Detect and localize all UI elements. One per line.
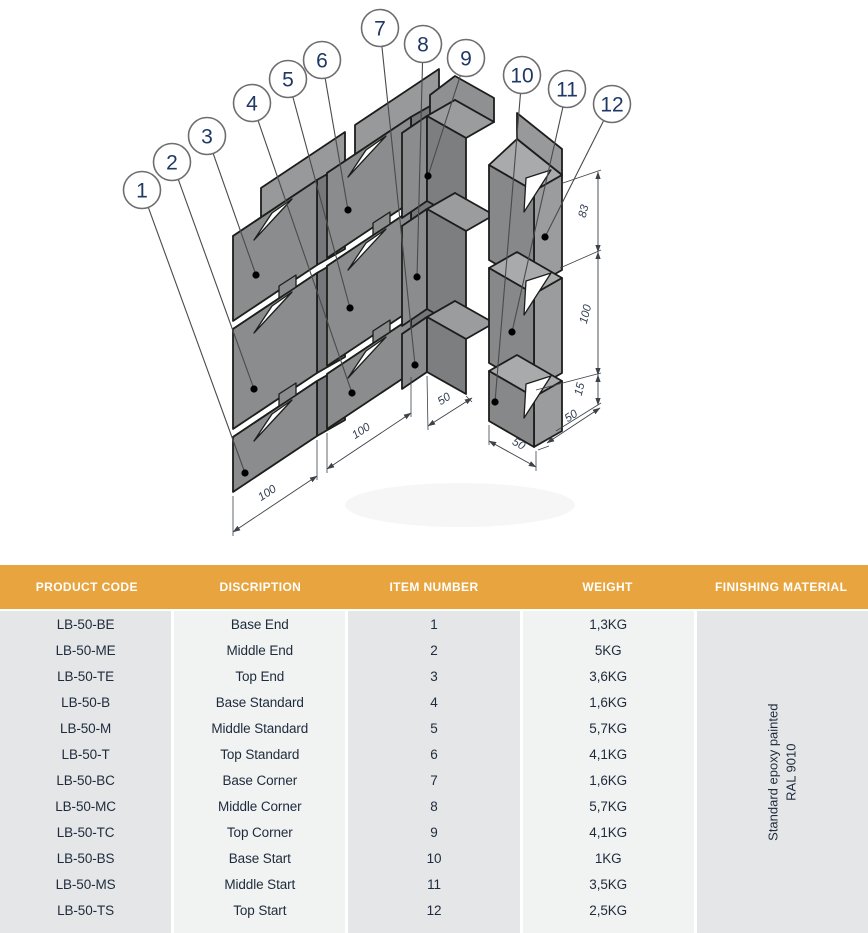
dimension-label: 100 [577,303,595,326]
callout-balloon-4 [234,85,271,122]
cell-item: 7 [430,772,438,788]
cell-description: Top Start [233,902,287,918]
cell-weight: 3,5KG [589,876,628,892]
cell-code: LB-50-T [61,746,110,762]
cell-description: Middle Corner [218,798,302,814]
cell-code: LB-50-MC [55,798,116,814]
cell-code: LB-50-ME [55,642,116,658]
callout-number: 7 [374,17,386,41]
table-column-weight [523,611,694,933]
leader-dot-1 [241,469,248,476]
cell-weight: 5,7KG [589,720,628,736]
dimension-label: 100 [350,421,373,442]
column-header-item-number: ITEM NUMBER [389,580,479,594]
cell-description: Middle End [226,642,294,658]
cell-weight: 1,6KG [589,694,628,710]
product-table [0,565,868,933]
leader-dot-2 [250,385,257,392]
callout-number: 10 [510,64,534,88]
cell-code: LB-50-TE [57,668,115,684]
cell-description: Top Standard [220,746,300,762]
cell-code: LB-50-B [61,694,110,710]
column-header-discription: DISCRIPTION [219,580,302,594]
callout-balloon-5 [270,61,307,98]
dimension-label: 100 [256,483,279,504]
cell-item: 4 [430,694,438,710]
dimension-label: 50 [435,390,454,409]
callout-balloon-2 [154,144,191,181]
cell-weight: 2,5KG [589,902,628,918]
callout-balloon-11 [549,71,586,108]
cell-code: LB-50-TC [56,824,115,840]
cell-code: LB-50-BE [56,616,115,632]
callout-number: 2 [166,151,178,175]
cell-description: Base Corner [222,772,298,788]
table-column-finishing-material [697,611,868,933]
callout-number: 12 [600,93,624,117]
cell-code: LB-50-BS [56,850,115,866]
model [233,69,562,492]
cell-item: 10 [426,850,442,866]
cell-weight: 4,1KG [589,824,628,840]
cell-description: Middle Standard [211,720,309,736]
cell-description: Base End [230,616,289,632]
cell-weight: 3,6KG [589,668,628,684]
leader-dot-5 [346,304,353,311]
column-header-weight: WEIGHT [582,580,633,594]
leader-dot-6 [344,206,351,213]
table-column-description [174,611,345,933]
finishing-material-text: Standard epoxy painted RAL 9010 [765,703,799,841]
callout-balloon-6 [304,42,341,79]
callout-number: 6 [316,49,328,73]
table-body [0,611,868,933]
leader-dot-11 [508,328,515,335]
cell-description: Base Start [228,850,291,866]
leader-dot-12 [541,233,548,240]
callout-number: 4 [246,92,258,116]
callout-number: 11 [556,78,578,102]
cell-description: Middle Start [224,876,296,892]
cell-item: 3 [430,668,438,684]
callout-balloon-8 [405,26,442,63]
cell-item: 11 [427,876,441,892]
callout-number: 9 [460,47,472,71]
table-column-item [348,611,519,933]
leader-dot-8 [413,273,420,280]
cell-item: 1 [430,616,438,632]
column-header-finishing-material: FINISHING MATERIAL [715,580,848,594]
cell-weight: 5,7KG [589,798,628,814]
callout-balloon-1 [124,172,161,209]
cell-item: 2 [430,642,438,658]
leader-line-1 [148,207,245,473]
cell-item: 9 [430,824,438,840]
dimension-label: 50 [509,436,527,453]
callout-number: 3 [201,125,213,149]
cell-description: Top End [235,668,285,684]
callout-balloon-12 [594,86,631,123]
leader-dot-10 [491,398,498,405]
cell-code: LB-50-MS [55,876,116,892]
callout-balloon-7 [362,10,399,47]
dimension-label: 83 [576,203,592,219]
cell-weight: 5KG [594,642,622,658]
cell-weight: 1,3KG [589,616,628,632]
cell-item: 12 [426,902,442,918]
callout-number: 8 [417,33,429,57]
callout-number: 1 [136,179,148,203]
table-header-row [0,565,868,609]
cell-description: Base Standard [215,694,304,710]
callout-number: 5 [282,68,294,92]
callout-balloon-3 [189,118,226,155]
dimension-label: 50 [562,407,581,426]
callout-balloon-10 [504,57,541,94]
cell-item: 8 [430,798,438,814]
leader-dot-7 [411,361,418,368]
dimension-label: 15 [572,381,588,397]
cell-item: 6 [430,746,438,762]
leader-dot-3 [252,271,259,278]
cell-weight: 1KG [594,850,622,866]
cell-item: 5 [430,720,438,736]
ground-shadow [345,483,575,527]
leader-dot-4 [348,389,355,396]
cell-weight: 4,1KG [589,746,628,762]
column-header-product-code: PRODUCT CODE [35,580,138,594]
cell-code: LB-50-BC [56,772,115,788]
callout-balloon-9 [448,40,485,77]
cell-weight: 1,6KG [589,772,628,788]
cell-description: Top Corner [226,824,293,840]
cell-code: LB-50-TS [57,902,115,918]
cell-code: LB-50-M [60,720,112,736]
leader-dot-9 [424,172,431,179]
table-column-code [0,611,171,933]
